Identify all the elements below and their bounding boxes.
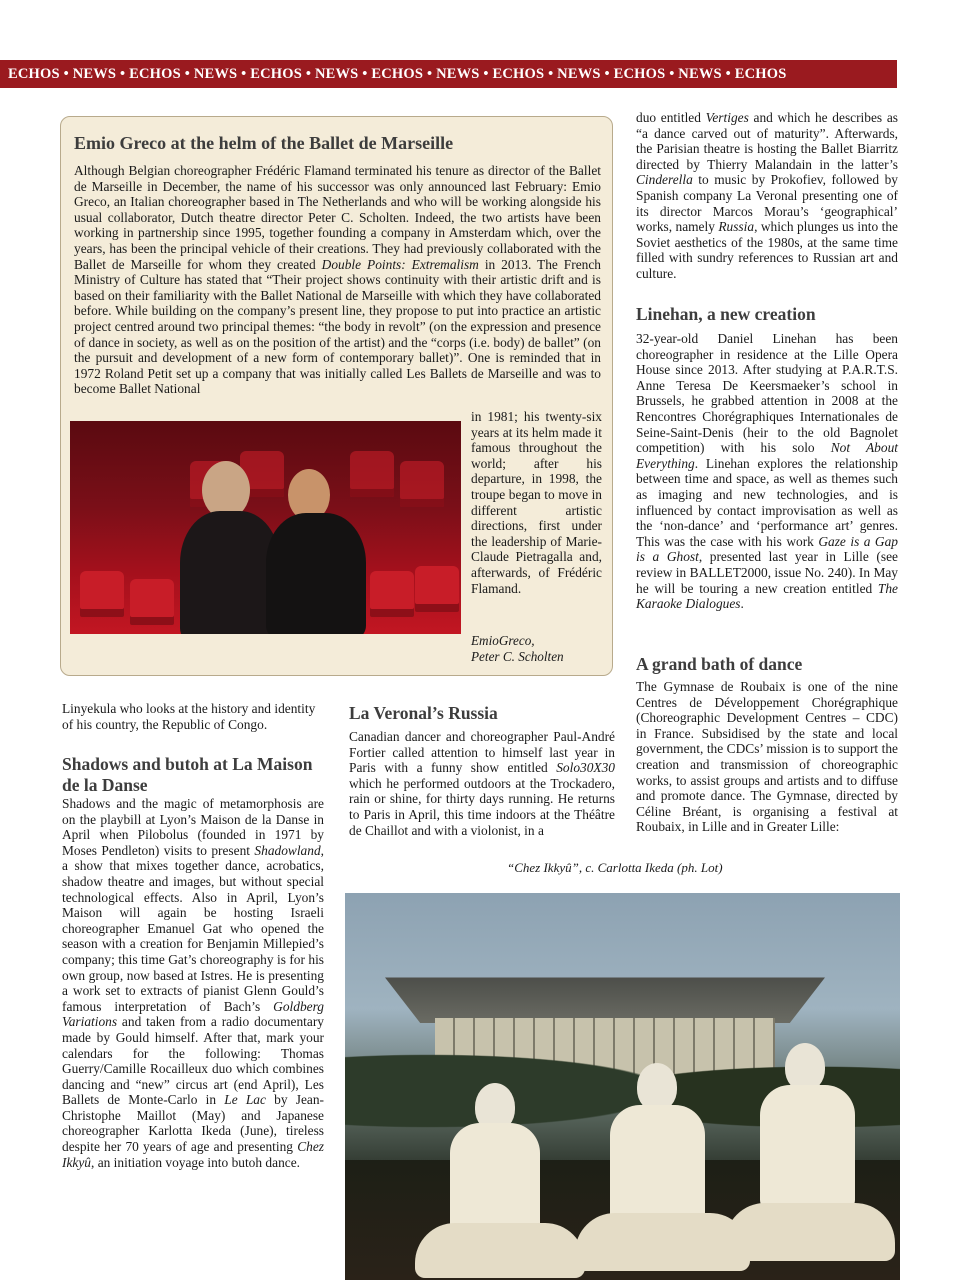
box-body-italic1: Double Points: Extremalism <box>321 256 479 272</box>
shadows-body <box>62 796 324 1170</box>
ver-text-b: which he performed outdoors at the Trockadero, rain or shine, for thirty days running. He returns to Paris in April, this time indoors at the Théâtre de Chaillot and with a violonist, in a <box>349 775 615 838</box>
bath-title: A grand bath of dance <box>636 654 803 674</box>
news-banner: ECHOS • NEWS • ECHOS • NEWS • ECHOS • NEWS • ECHOS • NEWS • ECHOS • NEWS • ECHOS • NEWS • ECHOS <box>0 60 897 88</box>
rt-text-d: , which plunges us into the Soviet aesthetics of the 1980s, at the same time filled with sundry references to Russian art and culture. <box>636 219 898 281</box>
ikkyu-photo-caption: “Chez Ikkyû”, c. Carlotta Ikeda (ph. Lot) <box>507 860 723 875</box>
box-title: Emio Greco at the helm of the Ballet de Marseille <box>74 133 454 153</box>
rt-text-c: to music by Prokofiev, followed by Spanish company La Veronal presenting one of its director Marcos Morau’s ‘geographical’ works, namely <box>636 172 898 235</box>
box-body-part1: Although Belgian choreographer Frédéric Flamand terminated his tenure as director of the Ballet de Marseille in December, the name of his successor was only announced last February: Emio Greco, an Italian choreographer based in The Netherlands and who will be working alongside his usual collaborator, Dutch theatre director Peter C. Scholten. Indeed, the two artists have been working in partnership since 1995, together founding a company in Amsterdam which, over the years, has been the principal vehicle of their creations. They had previously collaborated with the Ballet de Marseille for whom they created <box>74 163 601 272</box>
lin-text-a: 32-year-old Daniel Linehan has been choreographer in residence at the Lille Opera House since 2013. After studying at P.A.R.T.S. Anne Teresa De Keersmaeker’s school in Brussels, he grabbed attention in 2008 at the Rencontres Chorégraphiques Internationales de Seine-Saint-Denis (heir to the old Bagnolet competition) with his solo <box>636 331 898 456</box>
veronal-title: La Veronal’s Russia <box>349 703 498 723</box>
caption-line2: Peter C. Scholten <box>471 648 564 664</box>
sh-italic-c: Le Lac <box>224 1092 266 1108</box>
caption-line1: EmioGreco, <box>471 633 535 648</box>
sh-text-e: , an initiation voyage into butoh dance. <box>91 1154 300 1170</box>
feature-box <box>60 116 613 676</box>
box-body-side: in 1981; his twenty-six years at its helm made it famous throughout the world; after his departure, in 1998, the troupe began to move in different artistic directions, first under the leadership of Marie-Claude Pietragalla and, afterwards, of Frédéric Flamand. <box>471 409 602 596</box>
sh-text-b: , a show that mixes together dance, acrobatics, shadow theatre and images, but without special technological effects. Also in April, Lyon’s Maison will again be hosting Israeli choreographer Emanuel Gat who opened the season with a creation for Benjamin Millepied’s company; this time Gat’s choreography is for his own group, now based at Istres. He is presenting a work set to extracts of pianist Glenn Gould’s famous interpretation of Bach’s <box>62 842 324 1014</box>
right-col-intro <box>636 110 898 282</box>
rt-text-a: duo entitled <box>636 110 706 125</box>
rt-italic-b: Cinderella <box>636 172 693 188</box>
box-photo-caption <box>471 633 611 664</box>
rt-italic-a: Vertiges <box>705 110 749 125</box>
veronal-body <box>349 729 615 838</box>
sh-italic-b: Goldberg Variations <box>62 998 324 1030</box>
lin-italic-c: The Karaoke Dialogues <box>636 580 898 612</box>
bath-body: The Gymnase de Roubaix is one of the nine Centres de Développement Chorégraphique (Choreographic Development Centres – CDC) in France. Subsidised by the state and local government, the CDCs’ mission is to support the creation and transmission of choreographic works, to assist groups and artists and to diffuse and promote dance. The Gymnase, directed by Céline Bréant, is organising a festival at Roubaix, in Lille and in Greater Lille: <box>636 679 898 835</box>
sh-italic-d: Chez Ikkyû <box>62 1139 324 1170</box>
linehan-title: Linehan, a new creation <box>636 304 816 324</box>
lin-text-c: , presented last year in Lille (see review in BALLET2000, issue No. 240). In May he will be touring a new creation entitled <box>636 549 898 596</box>
linehan-body <box>636 331 898 612</box>
lin-text-d: . <box>740 596 744 612</box>
ver-text-a: Canadian dancer and choreographer Paul-André Fortier called attention to himself last year in Paris with a funny show entitled <box>349 729 615 776</box>
shadows-title: Shadows and butoh at La Maison de la Danse <box>62 754 313 795</box>
lin-italic-b: Gaze is a Gap is a Ghost <box>636 533 898 565</box>
sh-text-c: and taken from a radio documentary made by Gould himself. After that, mark your calendars for the following: Thomas Guerry/Camille Rocailleux duo which combines dancing and “new” circus art (end April), Les Ballets de Monte-Carlo in <box>62 1014 324 1108</box>
box-body-part2: in 2013. The French Ministry of Culture has stated that “Their project shows continuity with their artistic drift and is based on their familiarity with the Ballet National de Marseille with which they have collaborated before. While building on the company’s present line, they propose to put into practice an artistic project centred around two principal themes: “the body in revolt” (on the expression and presence of dance in society, as well as on the position of the artist) and the “corps (i.e. body) de ballet” (on the pursuit and development of a new form of contemporary ballet)”. One is reminded that in 1972 Roland Petit set up a company that was initially called Les Ballets de Marseille and was to become Ballet National <box>74 256 601 397</box>
lin-italic-a: Not About Everything <box>636 440 898 471</box>
greco-scholten-photo <box>70 421 461 634</box>
chez-ikkyu-photo <box>345 893 900 1280</box>
lin-text-b: . Linehan explores the relationship between time and space, as well as themes such as imaging and new technologies, and is influenced by contact improvisation as well as the ‘non-dance’ and ‘performance art’ genres. This was the case with his work <box>636 455 898 549</box>
box-body <box>74 163 601 397</box>
rt-italic-c: Russia <box>718 219 755 235</box>
sh-italic-a: Shadowland <box>254 842 321 858</box>
ver-italic-a: Solo30X30 <box>556 760 615 776</box>
sh-text-a: Shadows and the magic of metamorphosis are on the playbill at Lyon’s Maison de la Danse in April when Pilobolus (founded in 1971 by Moses Pendleton) visits to present <box>62 796 324 858</box>
sh-text-d: by Jean-Christophe Maillot (May) and Japanese choreographer Karlotta Ikeda (June), tireless despite her 70 years of age and presenting <box>62 1092 324 1155</box>
left-col-intro: Linyekula who looks at the history and identity of his country, the Republic of Congo. <box>62 701 316 732</box>
rt-text-b: and which he describes as “a dance carved out of maturity”. Afterwards, the Parisian theatre is hosting the Ballet Biarritz directed by Thierry Malandain in the latter’s <box>636 110 898 172</box>
